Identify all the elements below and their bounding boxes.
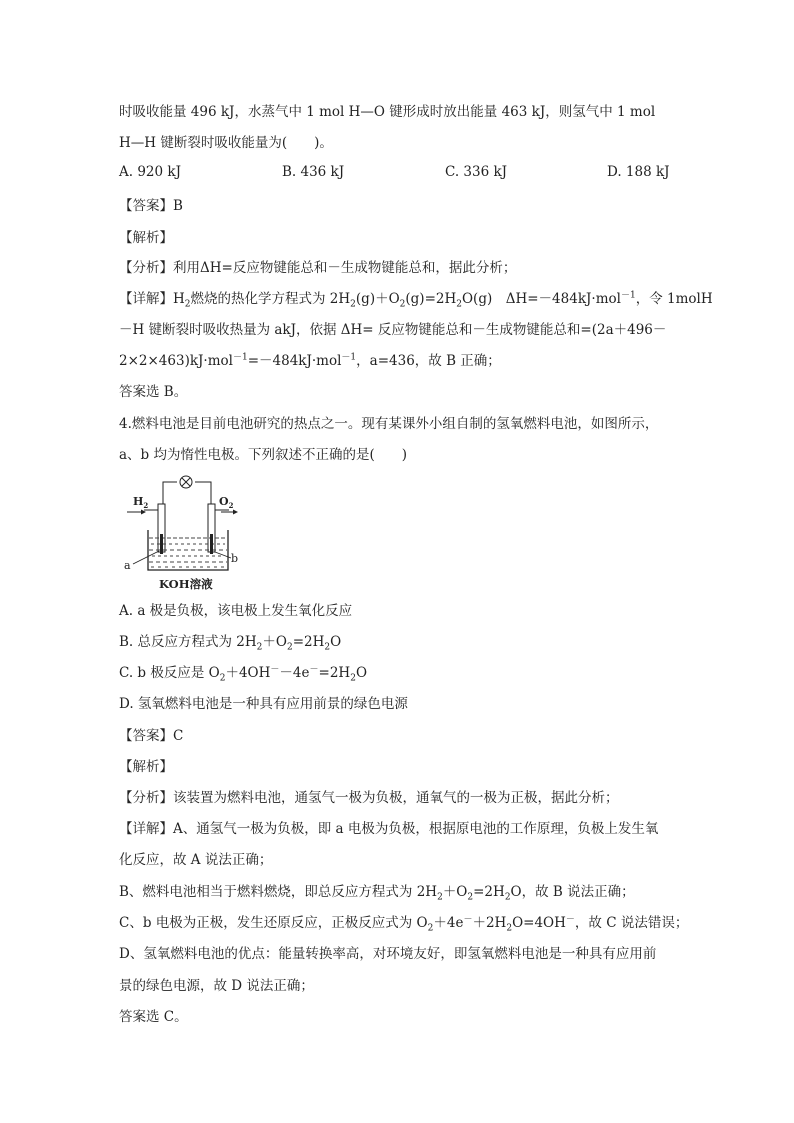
q4-answer: 【答案】C (119, 728, 184, 744)
leader-a (133, 551, 159, 564)
q3-conclusion: 答案选 B。 (119, 384, 188, 400)
q4-analysis-heading: 【解析】 (119, 759, 173, 775)
q4-detail-d-line1: D、氢氧燃料电池的优点：能量转换率高，对环境友好，即氢氧燃料电池是一种具有应用前 (119, 946, 657, 962)
q4-detail-c: C、b 电极为正极，发生还原反应，正极反应式为 $O_2+4e^-+2H_2O=4OH^-$，故 C 说法错误； (119, 914, 689, 934)
q4-analysis: 【分析】该装置为燃料电池，通氢气一极为负极，通氧气的一极为正极，据此分析； (119, 790, 619, 806)
electrode-b (210, 534, 213, 554)
q4-option-d: D. 氢氧燃料电池是一种具有应用前景的绿色电源 (119, 696, 408, 712)
q3-detail-line1: 【详解】$H_2$燃烧的热化学方程式为 $2H_2(g)+O_2(g)=2H_2O(g)$ ΔH=－484kJ·mol$^{-1}$，令 1molH (119, 290, 713, 310)
q3-detail-line2: －H 键断裂时吸收热量为 akJ，依据 ΔH= 反应物键能总和－生成物键能总和=(2a＋496－ (119, 322, 667, 338)
q4-detail-line2: 化反应，故 A 说法正确； (119, 852, 273, 868)
q4-detail-line1: 【详解】A、通氢气一极为负极，即 a 电极为负极，根据原电池的工作原理，负极上发生氧 (119, 821, 659, 837)
q3-option-b: B. 436 kJ (282, 164, 345, 180)
q3-analysis-heading: 【解析】 (119, 230, 173, 246)
q4-option-c: C. b 极反应是 $O_2+4OH^--4e^-=2H_2O$ (119, 664, 368, 684)
q3-option-c: C. 336 kJ (445, 164, 508, 180)
label-b: b (231, 552, 239, 565)
q3-stem-line1: 时吸收能量 496 kJ，水蒸气中 1 mol H—O 键形成时放出能量 463 kJ，则氢气中 1 mol (119, 104, 656, 120)
q3-options (119, 164, 679, 184)
electrode-a (160, 534, 163, 554)
o2-label: $O_2$ (219, 495, 234, 510)
lamp-icon (180, 476, 192, 488)
h2-label: $H_2$ (133, 495, 149, 510)
q4-stem-line2: a、b 均为惰性电极。下列叙述不正确的是( ) (119, 447, 408, 463)
q4-conclusion: 答案选 C。 (119, 1009, 188, 1025)
q3-option-d: D. 188 kJ (607, 164, 670, 180)
fuel-cell-diagram (119, 474, 239, 592)
q4-option-b: B. 总反应方程式为 $2H_2+O_2=2H_2O$ (119, 634, 342, 653)
label-a: a (124, 559, 131, 572)
q3-stem-line2: H—H 键断裂时吸收能量为( )。 (119, 135, 333, 151)
q4-option-a: A. a 极是负极，该电极上发生氧化反应 (119, 603, 353, 619)
q4-detail-b: B、燃料电池相当于燃料燃烧，即总反应方程式为 $2H_2+O_2=2H_2O$，故 B 说法正确； (119, 884, 635, 903)
koh-label: KOH溶液 (159, 577, 213, 591)
q3-detail-line3: 2×2×463)kJ·mol$^{-1}$=－484kJ·mol$^{-1}$，a=436，故 B 正确； (119, 352, 501, 369)
q3-analysis: 【分析】利用ΔH=反应物键能总和－生成物键能总和，据此分析； (119, 260, 517, 276)
q4-stem-line1: 4.燃料电池是目前电池研究的热点之一。现有某课外小组自制的氢氧燃料电池，如图所示， (119, 416, 659, 432)
q4-detail-d-line2: 景的绿色电源，故 D 说法正确； (119, 978, 314, 994)
q3-answer: 【答案】B (119, 198, 183, 214)
o2-arrowhead-icon (233, 510, 238, 515)
q3-option-a: A. 920 kJ (119, 164, 181, 180)
